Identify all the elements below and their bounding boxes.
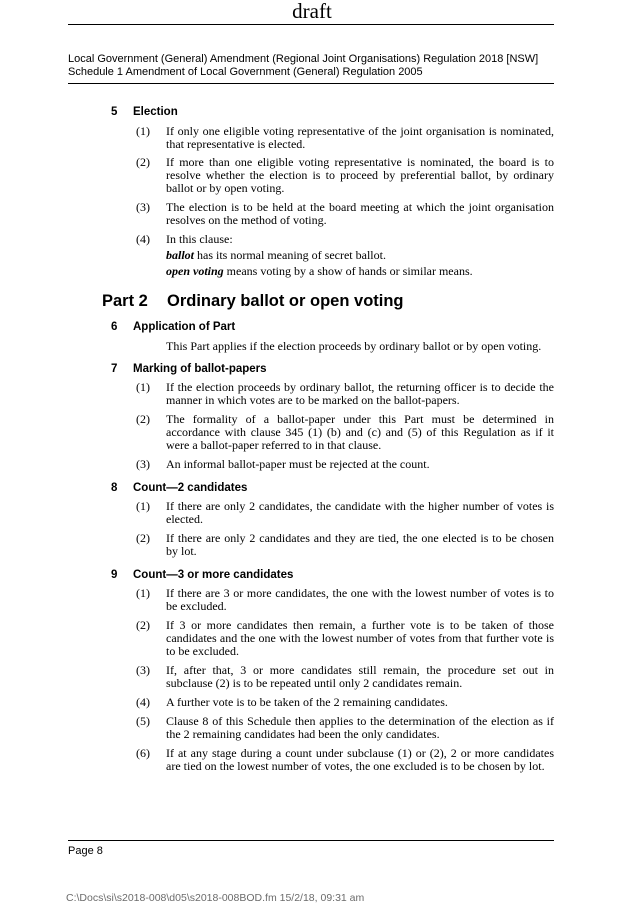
definition-open-voting [166, 265, 554, 278]
clause-7-sub-2-number: (2) [136, 412, 150, 426]
definition-term: ballot [166, 248, 195, 262]
clause-9-heading: Count—3 or more candidates [133, 569, 294, 581]
clause-9-sub-1-text: If there are 3 or more candidates, the one with the lowest number of votes is to be excluded. [166, 586, 554, 613]
clause-9-sub-4-number: (4) [136, 695, 150, 709]
clause-7-number: 7 [111, 363, 118, 375]
clause-8-sub-1-text: If there are only 2 candidates, the candidate with the higher number of votes is elected. [166, 499, 554, 526]
clause-8-sub-1-number: (1) [136, 499, 150, 513]
clause-9-sub-5-text: Clause 8 of this Schedule then applies to the determination of the election as if the 2 remaining candidates had been the only candidates. [166, 714, 554, 741]
definition-text: has its normal meaning of secret ballot. [194, 248, 386, 262]
clause-6-text: This Part applies if the election proceeds by ordinary ballot or by open voting. [166, 339, 542, 353]
running-header-schedule: Schedule 1 Amendment of Local Government (General) Regulation 2005 [68, 66, 423, 78]
draft-watermark: draft [292, 0, 332, 23]
clause-7-sub-3-text: An informal ballot-paper must be rejected at the count. [166, 457, 430, 471]
clause-5-sub-1-text: If only one eligible voting representative of the joint organisation is nominated, that representative is elected. [166, 124, 554, 151]
clause-8-sub-2-text: If there are only 2 candidates and they are tied, the one elected is to be chosen by lot. [166, 531, 554, 558]
clause-5-sub-2-number: (2) [136, 155, 150, 169]
clause-7-sub-1-text: If the election proceeds by ordinary ballot, the returning officer is to decide the manner in which votes are to be marked on the ballot-papers. [166, 380, 554, 407]
clause-5-heading: Election [133, 106, 178, 118]
clause-9-sub-3-number: (3) [136, 663, 150, 677]
clause-9-sub-1-number: (1) [136, 586, 150, 600]
clause-9-number: 9 [111, 569, 118, 581]
clause-9-sub-6-text: If at any stage during a count under subclause (1) or (2), 2 or more candidates are tied on the lowest number of votes, the one excluded is to be chosen by lot. [166, 746, 554, 773]
clause-9-sub-6-number: (6) [136, 746, 150, 760]
top-rule [68, 24, 554, 25]
clause-6-number: 6 [111, 321, 118, 333]
clause-5-sub-4-text: In this clause: [166, 232, 233, 246]
clause-9-sub-2-text: If 3 or more candidates then remain, a further vote is to be taken of those candidates and the one with the lowest number of votes from that further vote is to be excluded. [166, 618, 554, 658]
running-header-title: Local Government (General) Amendment (Regional Joint Organisations) Regulation 2018 [NSW] [68, 53, 539, 65]
clause-5-number: 5 [111, 106, 118, 118]
clause-9-sub-4-text: A further vote is to be taken of the 2 remaining candidates. [166, 695, 448, 709]
clause-7-heading: Marking of ballot-papers [133, 363, 267, 375]
clause-8-number: 8 [111, 482, 118, 494]
definition-text: means voting by a show of hands or similar means. [223, 264, 473, 278]
clause-5-sub-1-number: (1) [136, 124, 150, 138]
definition-term: open voting [166, 264, 224, 278]
part-number: Part 2 [102, 292, 148, 310]
page-number: Page 8 [68, 845, 103, 857]
clause-9-sub-3-text: If, after that, 3 or more candidates still remain, the procedure set out in subclause (2) is to be repeated until only 2 candidates remain. [166, 663, 554, 690]
clause-6-heading: Application of Part [133, 321, 236, 333]
file-path: C:\Docs\si\s2018-008\d05\s2018-008BOD.fm 15/2/18, 09:31 am [66, 892, 365, 904]
clause-7-sub-3-number: (3) [136, 457, 150, 471]
clause-9-sub-5-number: (5) [136, 714, 150, 728]
clause-5-sub-2-text: If more than one eligible voting representative is nominated, the board is to resolve whether the election is to proceed by preferential ballot, by ordinary ballot or by open voting. [166, 155, 554, 195]
definition-ballot [166, 249, 554, 262]
clause-5-sub-3-number: (3) [136, 200, 150, 214]
clause-9-sub-2-number: (2) [136, 618, 150, 632]
clause-8-sub-2-number: (2) [136, 531, 150, 545]
clause-7-sub-1-number: (1) [136, 380, 150, 394]
clause-7-sub-2-text: The formality of a ballot-paper under this Part must be determined in accordance with clause 345 (1) (b) and (c) and (5) of this Regulation as if it were a ballot-paper referred to in that clause. [166, 412, 554, 452]
part-heading: Ordinary ballot or open voting [167, 292, 404, 310]
header-rule [68, 83, 554, 84]
footer-rule [68, 840, 554, 841]
clause-5-sub-3-text: The election is to be held at the board meeting at which the joint organisation resolves on the method of voting. [166, 200, 554, 227]
clause-8-heading: Count—2 candidates [133, 482, 248, 494]
clause-5-sub-4-number: (4) [136, 232, 150, 246]
